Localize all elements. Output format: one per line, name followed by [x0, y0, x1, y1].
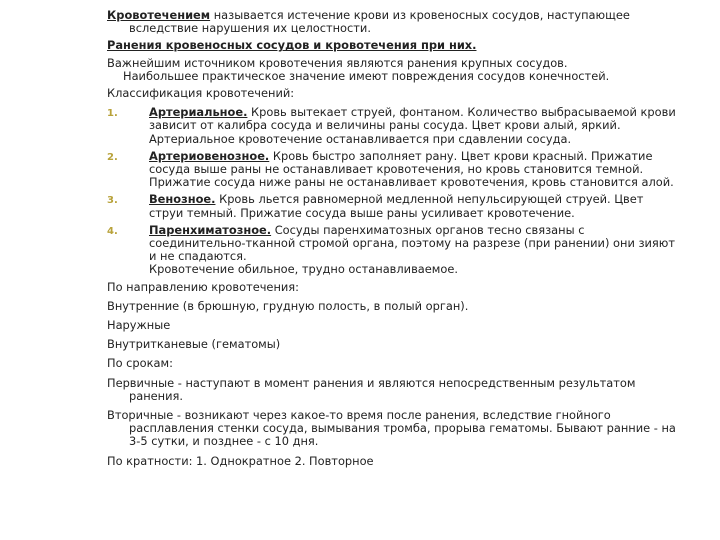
item-text: Кровь льется равномерной медленной непульсирующей струей. Цвет струи темный. Прижатие сосуда выше раны усиливает кровотечение. — [149, 192, 644, 220]
list-item — [107, 106, 679, 146]
timing-primary: Первичные - наступают в момент ранения и являются непосредственным результатом ранения. — [107, 375, 636, 403]
list-number: 4. — [107, 225, 118, 237]
list-number: 1. — [107, 108, 118, 120]
direction-inner: Внутренние (в брюшную, грудную полость, в полый орган). — [107, 298, 469, 313]
slide-content — [107, 9, 679, 474]
list-number: 2. — [107, 151, 118, 163]
intro-paragraph — [107, 9, 679, 35]
direction-title: По направлению кровотечения: — [107, 279, 299, 294]
intro-term: Кровотечением — [107, 8, 211, 22]
intro-text: называется истечение крови из кровеносных сосудов, наступающее — [210, 8, 630, 22]
timing-title: По срокам: — [107, 356, 173, 371]
source-paragraph — [107, 57, 679, 83]
intro-text-continued: вследствие нарушения их целостности. — [129, 21, 371, 36]
list-item — [107, 150, 679, 190]
list-item — [107, 193, 679, 219]
list-item — [107, 224, 679, 277]
multiplicity-line: По кратности: 1. Однократное 2. Повторное — [107, 453, 374, 468]
source-line-2: Наибольшее практическое значение имеют повреждения сосудов конечностей. — [123, 68, 610, 83]
item-term: Венозное. — [149, 192, 216, 207]
list-number: 3. — [107, 195, 118, 207]
item-text: Кровь вытекает струей, фонтаном. Количество выбрасываемой крови зависит от калибра сосуда и величины раны сосуда. Цвет крови алый, яркий. Артериальное кровотечение останавливается при сдавлении сосуда. — [149, 105, 676, 146]
item-text: Сосуды паренхиматозных органов тесно связаны с соединительно-тканной стромой органа, поэтому на разрезе (при ранении) они зияют и не спадаются. — [149, 222, 675, 264]
item-term: Паренхиматозное. — [149, 222, 272, 237]
source-line-1: Важнейшим источником кровотечения являются ранения крупных сосудов. — [107, 55, 568, 70]
item-term: Артериальное. — [149, 105, 248, 120]
section-heading: Ранения кровеносных сосудов и кровотечения при них. — [107, 38, 477, 53]
classification-title: Классификация кровотечений: — [107, 86, 295, 101]
timing-secondary: Вторичные - возникают через какое-то время после ранения, вследствие гнойного расплавления стенки сосуда, вымывания тромба, прорыва гематомы. Бывают ранние - на 3-5 сутки, и позднее - с 10 дня. — [107, 408, 676, 449]
item-text: Кровь быстро заполняет рану. Цвет крови красный. Прижатие сосуда выше раны не останавливает кровотечения, но кровь становится темной. Прижатие сосуда ниже раны не останавливает кровотечения, кровь становится алой. — [149, 148, 674, 190]
item-extra-text: Кровотечение обильное, трудно останавливаемое. — [149, 262, 458, 277]
direction-outer: Наружные — [107, 318, 171, 333]
direction-tissue: Внутритканевые (гематомы) — [107, 337, 281, 352]
item-term: Артериовенозное. — [149, 148, 270, 163]
